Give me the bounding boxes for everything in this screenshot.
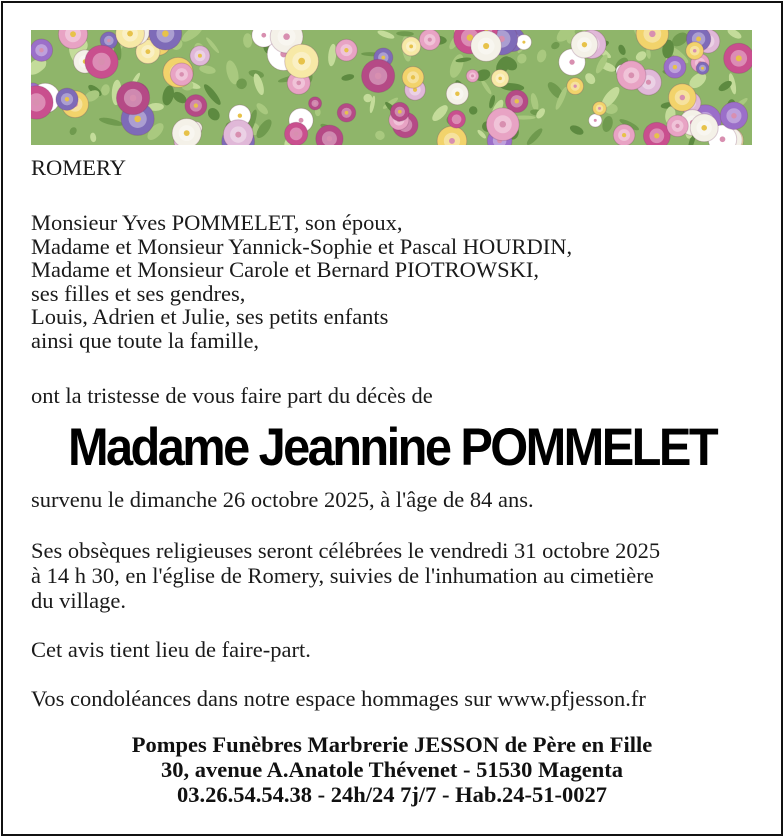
flower-bloom bbox=[724, 43, 752, 73]
flower-bloom bbox=[402, 67, 424, 89]
flower-bloom bbox=[571, 31, 598, 58]
town-heading: ROMERY bbox=[31, 155, 127, 180]
flower-bloom bbox=[170, 63, 193, 86]
notice-statement: Cet avis tient lieu de faire-part. bbox=[31, 637, 311, 662]
flower-bloom bbox=[336, 39, 358, 61]
flower-bloom bbox=[471, 31, 502, 62]
flower-bloom bbox=[593, 102, 607, 116]
flower-bloom bbox=[172, 119, 201, 145]
flower-bloom bbox=[516, 35, 531, 50]
death-info-text: survenu le dimanche 26 octobre 2025, à l'âge de 84 ans. bbox=[31, 487, 534, 512]
family-line: ainsi que toute la famille, bbox=[31, 327, 260, 353]
flower-bloom bbox=[491, 70, 509, 88]
condolences-text: Vos condoléances dans notre espace hommages sur www.pfjesson.fr bbox=[31, 686, 646, 711]
flower-bloom bbox=[362, 59, 395, 92]
flower-bloom bbox=[696, 62, 709, 75]
family-line: ses filles et ses gendres, bbox=[31, 280, 246, 306]
flower-bloom bbox=[667, 115, 689, 137]
funeral-details-line: Ses obsèques religieuses seront célébrées le vendredi 31 octobre 2025 bbox=[31, 538, 661, 563]
flower-bloom bbox=[85, 45, 118, 78]
announcement-text: ont la tristesse de vous faire part du décès de bbox=[31, 383, 433, 408]
flower-bloom bbox=[466, 70, 478, 82]
flower-bloom bbox=[690, 114, 718, 142]
family-line: Madame et Monsieur Carole et Bernard PIOTROWSKI, bbox=[31, 257, 539, 282]
flower-bloom bbox=[486, 108, 519, 141]
family-line: Monsieur Yves POMMELET, son époux, bbox=[31, 210, 403, 235]
flower-bloom bbox=[669, 84, 697, 112]
flower-bloom bbox=[567, 78, 584, 95]
funeral-home-name: Pompes Funèbres Marbrerie JESSON de Père en Fille bbox=[131, 732, 653, 757]
flower-bloom bbox=[309, 97, 322, 110]
flower-bloom bbox=[448, 110, 466, 128]
funeral-home-address: 30, avenue A.Anatole Thévenet - 51530 Magenta bbox=[160, 757, 624, 782]
flower-bloom bbox=[402, 37, 421, 56]
flower-bloom bbox=[185, 95, 207, 117]
flower-bloom bbox=[337, 104, 355, 122]
flower-bloom bbox=[589, 114, 602, 127]
funeral-home-contact: 03.26.54.54.38 - 24h/24 7j/7 - Hab.24-51-0027 bbox=[177, 782, 607, 807]
flower-bloom bbox=[643, 122, 670, 145]
flower-bloom bbox=[116, 81, 149, 114]
flower-bloom bbox=[720, 102, 747, 129]
flower-bloom bbox=[223, 120, 253, 145]
flower-bloom bbox=[31, 39, 53, 61]
flower-bloom bbox=[56, 88, 78, 110]
family-line: Louis, Adrien et Julie, ses petits enfants bbox=[31, 304, 389, 329]
flower-bloom bbox=[664, 56, 686, 78]
flower-bloom bbox=[446, 83, 468, 105]
flower-bloom bbox=[613, 124, 635, 145]
flower-bloom bbox=[419, 30, 440, 50]
deceased-name: Madame Jeannine POMMELET bbox=[67, 418, 717, 477]
flower-bloom bbox=[617, 61, 646, 90]
flower-bloom bbox=[390, 102, 409, 121]
flower-bloom bbox=[285, 122, 308, 145]
flower-banner-image bbox=[31, 30, 752, 145]
flower-bloom bbox=[686, 42, 704, 60]
flower-bloom bbox=[190, 46, 210, 66]
flower-bloom bbox=[285, 44, 319, 78]
family-line: Madame et Monsieur Yannick-Sophie et Pascal HOURDIN, bbox=[31, 233, 573, 259]
funeral-details-line: du village. bbox=[31, 588, 126, 613]
funeral-details-line: à 14 h 30, en l'église de Romery, suivies de l'inhumation au cimetière bbox=[31, 563, 654, 588]
